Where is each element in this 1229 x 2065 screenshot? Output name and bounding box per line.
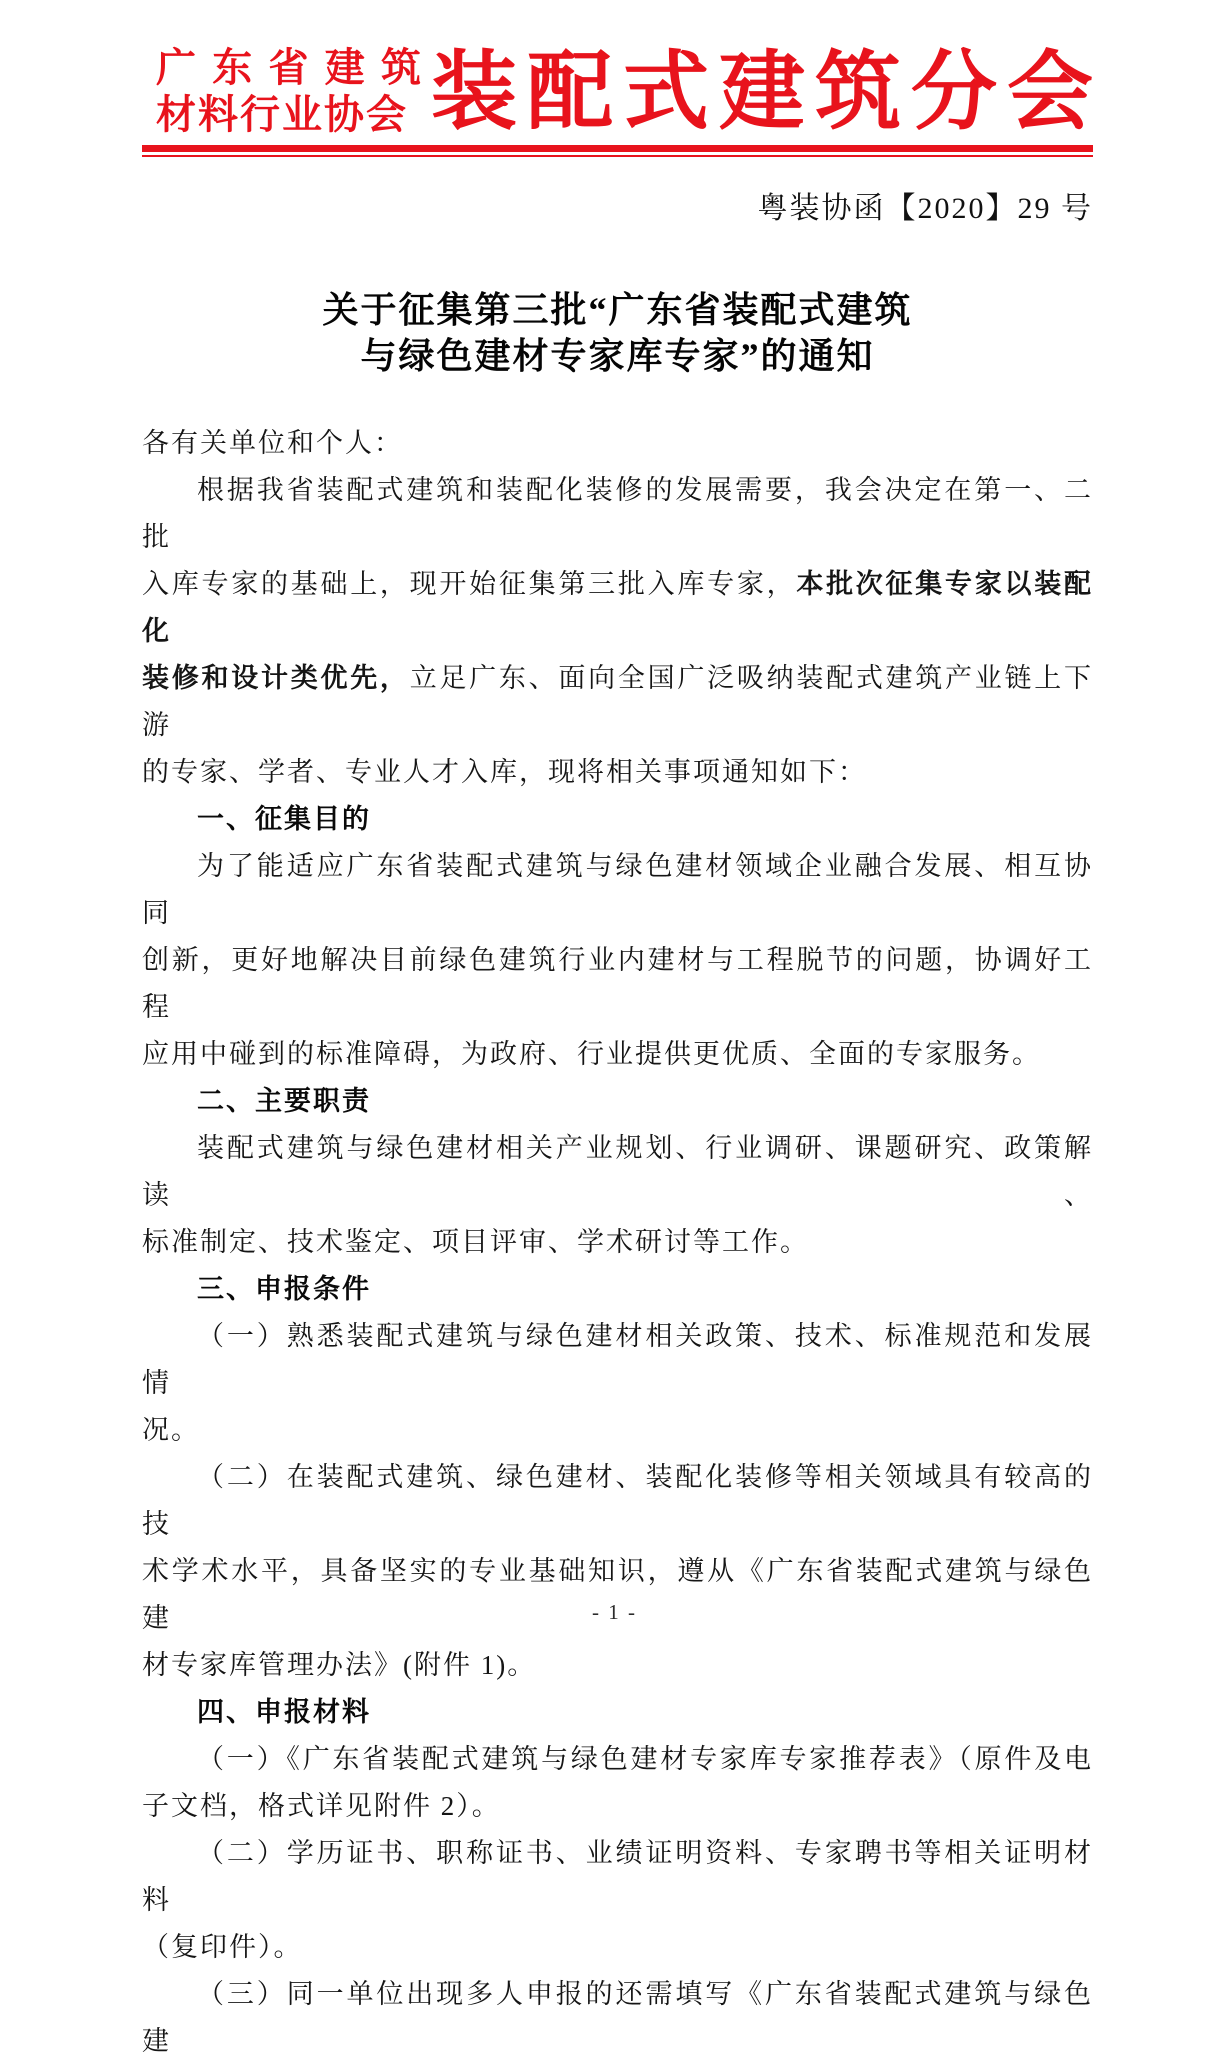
section-heading (142, 796, 1093, 843)
text-run: 创新，更好地解决目前绿色建筑行业内建材与工程脱节的问题，协调好工程 (142, 945, 1093, 1022)
text-run: 立足广东、面向全国广泛吸纳装配式建筑产业链上下游 (142, 663, 1094, 740)
body-line (142, 843, 1093, 937)
text-run: 本批次征集专家以装配化 (142, 569, 1094, 646)
body-line (142, 1971, 1093, 2065)
text-run: 子文档，格式详见附件 2）。 (142, 1791, 501, 1821)
body-line (142, 937, 1093, 1031)
text-run: 的专家、学者、专业人才入库，现将相关事项通知如下： (142, 757, 867, 787)
org-name-line1: 广东省建筑 (156, 46, 421, 90)
body-line (142, 1736, 1093, 1783)
text-run: （一）熟悉装配式建筑与绿色建材相关政策、技术、标准规范和发展情 (142, 1321, 1093, 1398)
page-footer (0, 1600, 1229, 1625)
text-run: 应用中碰到的标准障碍，为政府、行业提供更优质、全面的专家服务。 (142, 1039, 1041, 1069)
body-line (142, 1924, 1093, 1971)
text-run: 各有关单位和个人： (142, 428, 403, 458)
red-rule (142, 145, 1093, 157)
body-line (142, 1454, 1093, 1548)
text-run: （二）在装配式建筑、绿色建材、装配化装修等相关领域具有较高的技 (142, 1462, 1093, 1539)
text-run: 术学术水平，具备坚实的专业基础知识，遵从《广东省装配式建筑与绿色建 (142, 1556, 1093, 1633)
notice-title-line1: 关于征集第三批“广东省装配式建筑 (322, 290, 913, 330)
doc-number: 粤装协函【2020】29 号 (757, 192, 1093, 225)
body-line (142, 1783, 1093, 1830)
text-run: 装配式建筑与绿色建材相关产业规划、行业调研、课题研究、政策解读、 (142, 1133, 1093, 1210)
text-run: 为了能适应广东省装配式建筑与绿色建材领域企业融合发展、相互协同 (142, 851, 1093, 928)
body-line (142, 1830, 1093, 1924)
text-run: 况。 (142, 1415, 200, 1445)
org-name-line2: 材料行业协会 (156, 93, 408, 137)
text-run: 一、征集目的 (197, 804, 371, 834)
red-rule-thin (142, 155, 1093, 157)
notice-title (142, 287, 1093, 379)
text-run: 材专家库管理办法》(附件 1)。 (142, 1650, 537, 1680)
body-line (142, 1031, 1093, 1078)
page-number: - 1 - (592, 1600, 637, 1624)
body-line (142, 1642, 1093, 1689)
body-line (142, 467, 1093, 561)
branch-title: 装配式建筑分会 (431, 44, 1093, 140)
document-page (0, 44, 1229, 2056)
text-run: （一）《广东省装配式建筑与绿色建材专家库专家推荐表》（原件及电 (197, 1744, 1093, 1774)
text-run: 入库专家的基础上，现开始征集第三批入库专家， (142, 569, 797, 599)
org-name (156, 45, 421, 139)
body-line (142, 561, 1093, 655)
text-run: 标准制定、技术鉴定、项目评审、学术研讨等工作。 (142, 1227, 809, 1257)
section-heading (142, 1266, 1093, 1313)
section-heading (142, 1689, 1093, 1736)
notice-title-line2: 与绿色建材专家库专家”的通知 (360, 336, 875, 376)
body-line (142, 1407, 1093, 1454)
text-run: 四、申报材料 (197, 1697, 371, 1727)
body-line (142, 655, 1093, 749)
document-body (142, 420, 1093, 2065)
text-run: （二）学历证书、职称证书、业绩证明资料、专家聘书等相关证明材料 (142, 1838, 1093, 1915)
text-run: 根据我省装配式建筑和装配化装修的发展需要，我会决定在第一、二批 (142, 475, 1093, 552)
text-run: 二、主要职责 (197, 1086, 371, 1116)
text-run: 三、申报条件 (197, 1274, 371, 1304)
text-run: （复印件）。 (142, 1932, 303, 1962)
section-heading (142, 1078, 1093, 1125)
body-line (142, 749, 1093, 796)
body-line (142, 1313, 1093, 1407)
text-run: 装修和设计类优先， (142, 663, 410, 693)
red-rule-thick (142, 145, 1093, 152)
body-line (142, 420, 1093, 467)
text-run: （三）同一单位出现多人申报的还需填写《广东省装配式建筑与绿色建 (142, 1979, 1093, 2056)
body-line (142, 1219, 1093, 1266)
body-line (142, 1548, 1093, 1642)
letterhead (142, 44, 1093, 140)
body-line (142, 1125, 1093, 1219)
